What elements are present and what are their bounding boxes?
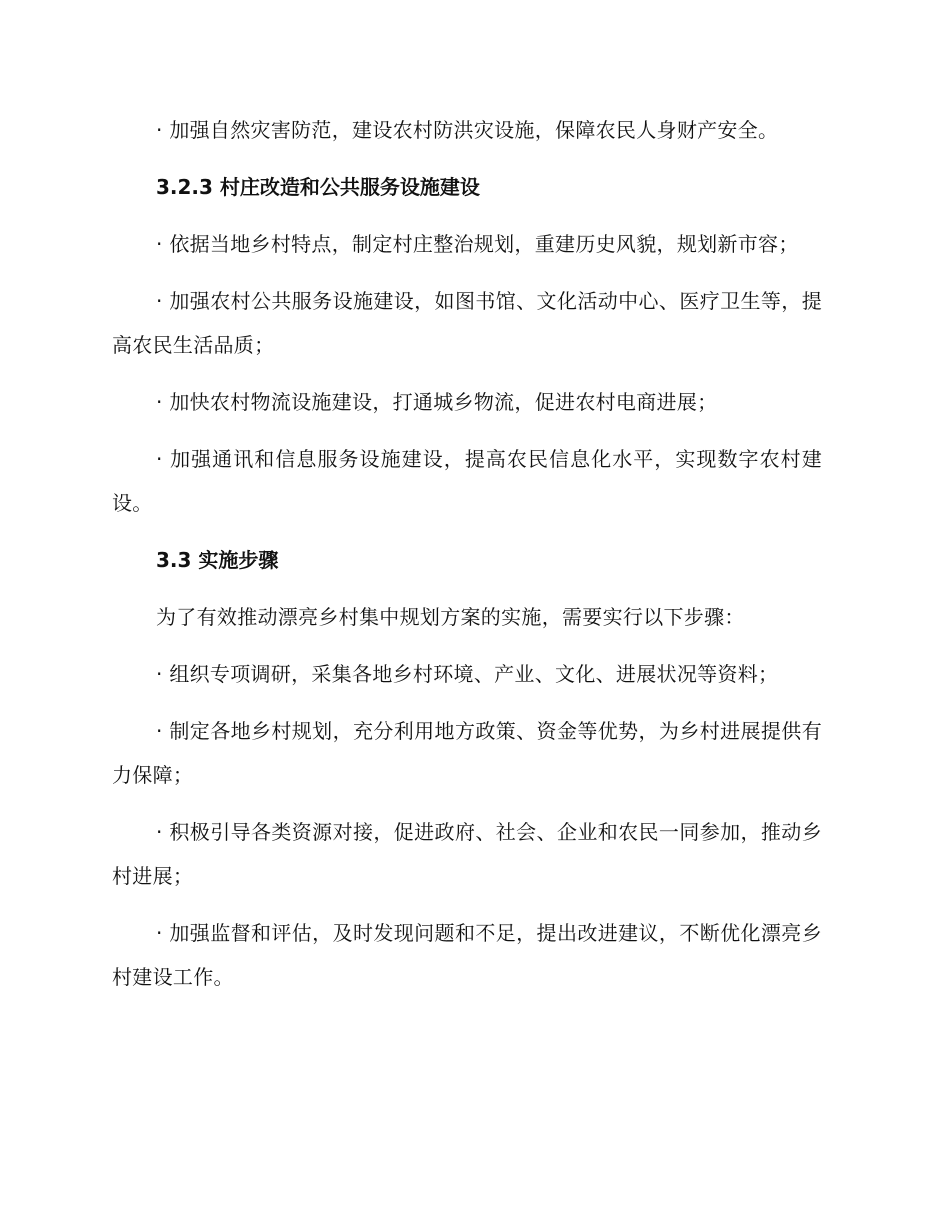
section-heading: 3.2.3 村庄改造和公共服务设施建设: [156, 175, 480, 199]
bullet-paragraph: · 制定各地乡村规划，充分利用地方政策、资金等优势，为乡村进展提供有力保障；: [112, 719, 822, 787]
bullet-paragraph: · 依据当地乡村特点，制定村庄整治规划，重建历史风貌，规划新市容；: [156, 232, 799, 256]
bullet-paragraph: · 加强自然灾害防范，建设农村防洪灾设施，保障农民人身财产安全。: [156, 118, 779, 142]
bullet-paragraph: · 积极引导各类资源对接，促进政府、社会、企业和农民一同参加，推动乡村进展；: [112, 820, 822, 888]
intro-paragraph: 为了有效推动漂亮乡村集中规划方案的实施，需要实行以下步骤：: [156, 605, 745, 629]
bullet-paragraph: · 组织专项调研，采集各地乡村环境、产业、文化、进展状况等资料；: [156, 662, 779, 686]
bullet-paragraph: · 加快农村物流设施建设，打通城乡物流，促进农村电商进展；: [156, 390, 718, 414]
bullet-paragraph: · 加强农村公共服务设施建设，如图书馆、文化活动中心、医疗卫生等，提高农民生活品质；: [112, 289, 822, 357]
document-body: [112, 108, 822, 999]
section-heading: 3.3 实施步骤: [156, 548, 279, 572]
bullet-paragraph: · 加强通讯和信息服务设施建设，提高农民信息化水平，实现数字农村建设。: [112, 447, 822, 515]
bullet-paragraph: · 加强监督和评估，及时发现问题和不足，提出改进建议，不断优化漂亮乡村建设工作。: [112, 921, 822, 989]
